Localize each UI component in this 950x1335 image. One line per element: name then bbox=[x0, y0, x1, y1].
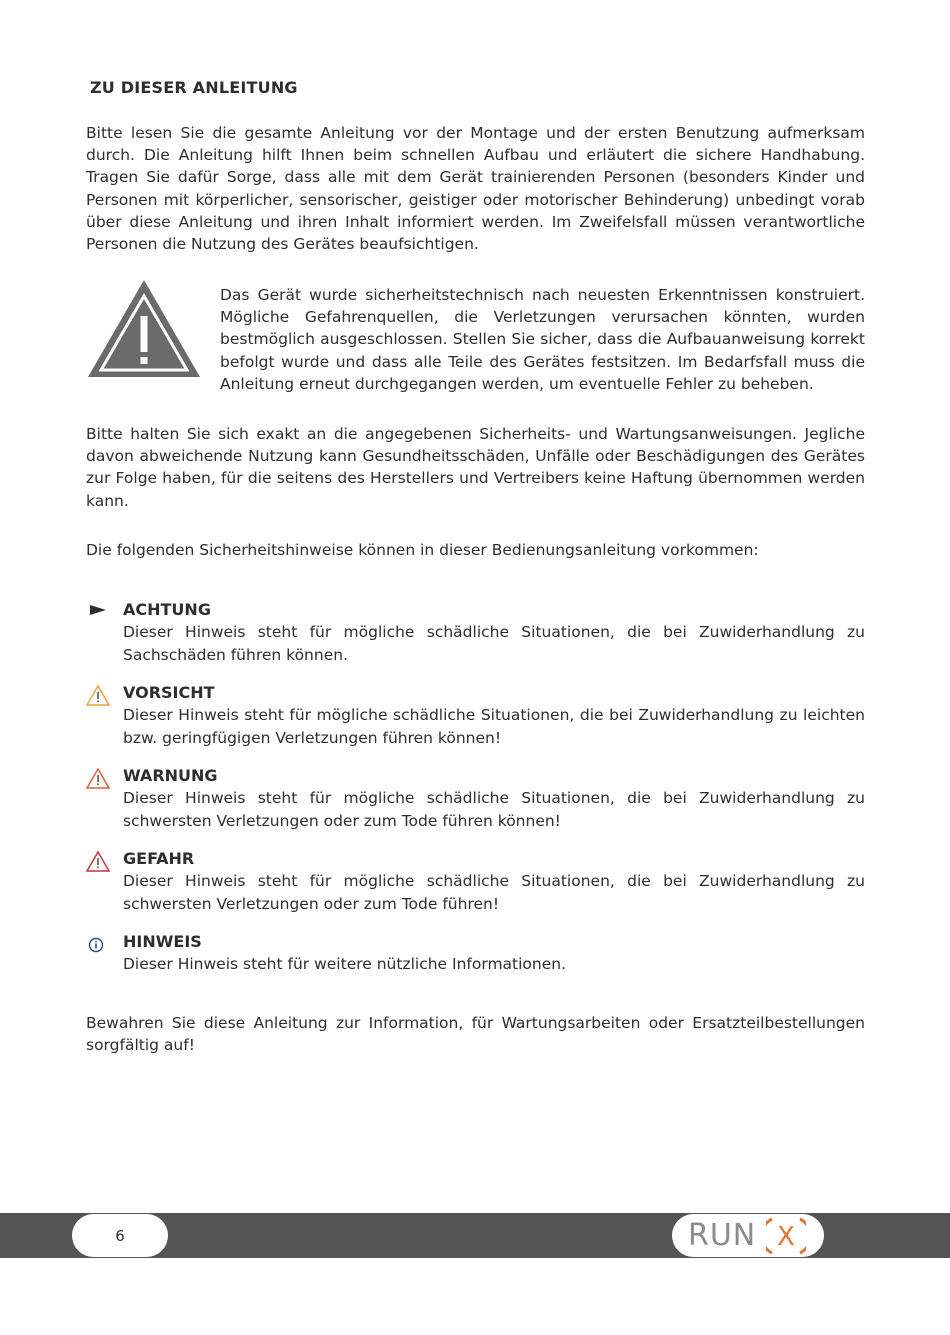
intro-paragraph: Bitte lesen Sie die gesamte Anleitung vor der Montage und der ersten Benutzung aufmerksam durch. Die Anleitung hilft Ihnen beim schnellen Aufbau und erläutert die sichere Handhabung. Tragen Sie dafür Sorge, dass alle mit dem Gerät trainierenden Personen (besonders Kinder und Personen mit körperlicher, sensorischer, geistiger oder motorischer Behinderung) unbedingt vorab über diese Anleitung und ihren Inhalt informiert werden. Im Zweifelsfall müssen verantwortliche Personen die Nutzung des Gerätes beaufsichtigen. bbox=[86, 124, 865, 254]
notice-text: Dieser Hinweis steht für mögliche schädliche Situationen, die bei Zuwiderhandlung zu schwersten Verletzungen oder zum Tode führen können! bbox=[123, 789, 865, 830]
notice-heading: VORSICHT bbox=[123, 683, 215, 702]
info-icon bbox=[86, 933, 110, 955]
notice-text: Dieser Hinweis steht für mögliche schädliche Situationen, die bei Zuwiderhandlung zu Sachschäden führen können. bbox=[123, 623, 865, 664]
notice-heading: HINWEIS bbox=[123, 932, 202, 951]
arrow-right-icon bbox=[86, 601, 110, 623]
section-title: ZU DIESER ANLEITUNG bbox=[90, 78, 298, 97]
logo-x-letter: X bbox=[777, 1222, 795, 1252]
brand-logo bbox=[672, 1214, 824, 1257]
warning-triangle-icon bbox=[86, 278, 202, 380]
caution-triangle-icon bbox=[86, 684, 110, 706]
closing-paragraph: Bewahren Sie diese Anleitung zur Information, für Wartungsarbeiten oder Ersatzteilbestellungen sorgfältig auf! bbox=[86, 1014, 865, 1055]
safety-warning-box bbox=[86, 276, 865, 396]
notice-heading: WARNUNG bbox=[123, 766, 218, 785]
notice-heading: ACHTUNG bbox=[123, 600, 211, 619]
page-number bbox=[72, 1214, 168, 1257]
logo-text: RUN bbox=[688, 1218, 757, 1253]
notice-text: Dieser Hinweis steht für mögliche schädliche Situationen, die bei Zuwiderhandlung zu leichten bzw. geringfügigen Verletzungen führen können! bbox=[123, 706, 865, 747]
warning-triangle-icon bbox=[86, 767, 110, 789]
page-number-text: 6 bbox=[115, 1226, 125, 1245]
safety-paragraph: Bitte halten Sie sich exakt an die angegebenen Sicherheits- und Wartungsanweisungen. Jegliche davon abweichende Nutzung kann Gesundheitsschäden, Unfälle oder Beschädigungen des Gerätes zur Folge haben, für die seitens des Herstellers und Vertreibers keine Haftung übernommen werden kann. bbox=[86, 425, 865, 510]
notice-text: Dieser Hinweis steht für mögliche schädliche Situationen, die bei Zuwiderhandlung zu schwersten Verletzungen oder zum Tode führen! bbox=[123, 872, 865, 913]
warning-text: Das Gerät wurde sicherheitstechnisch nach neuesten Erkenntnissen konstruiert. Mögliche Gefahrenquellen, die Verletzungen verursachen könnten, wurden bestmöglich ausgeschlossen. Stellen Sie sicher, dass die Aufbauanweisung korrekt befolgt wurde und dass alle Teile des Gerätes festsitzen. Im Bedarfsfall muss die Anleitung erneut durchgegangen werden, um eventuelle Fehler zu beheben. bbox=[220, 286, 865, 393]
notice-text: Dieser Hinweis steht für weitere nützliche Informationen. bbox=[123, 955, 567, 973]
notice-intro-paragraph: Die folgenden Sicherheitshinweise können in dieser Bedienungsanleitung vorkommen: bbox=[86, 541, 759, 559]
logo-x-icon bbox=[766, 1217, 806, 1255]
danger-triangle-icon bbox=[86, 850, 110, 872]
notice-heading: GEFAHR bbox=[123, 849, 195, 868]
